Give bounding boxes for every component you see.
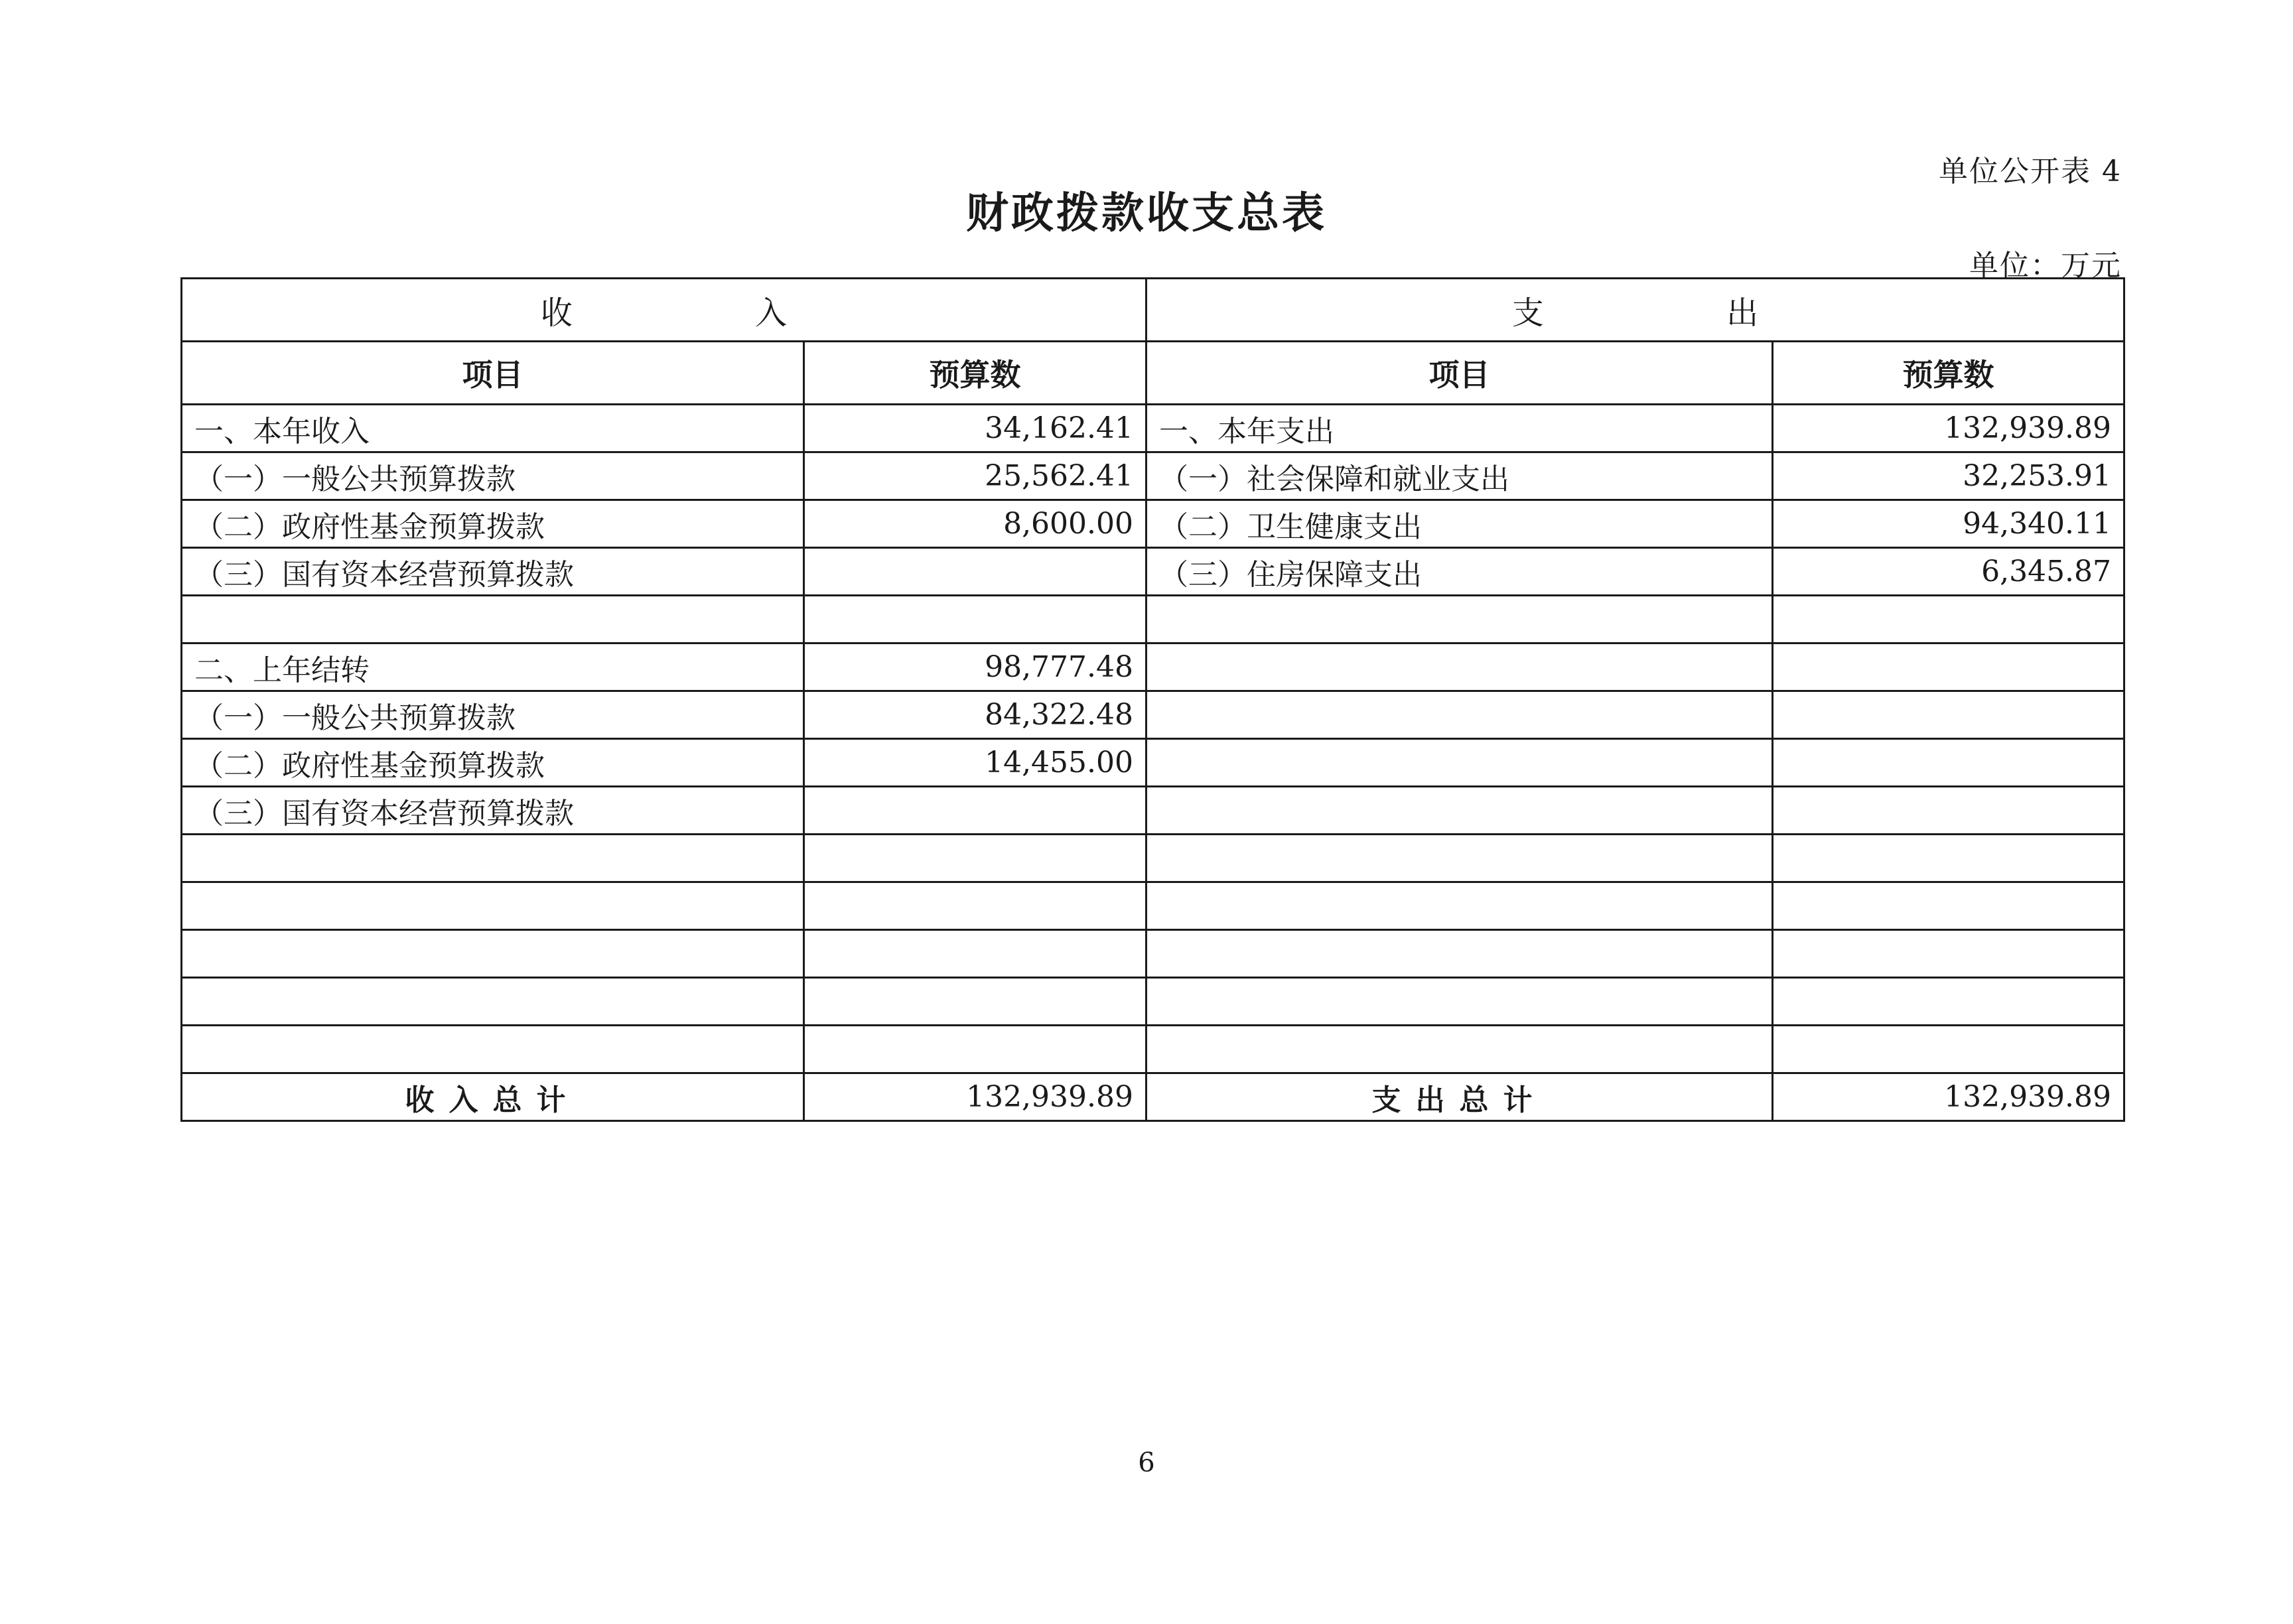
income-item-cell: （一）一般公共预算拨款: [182, 452, 804, 500]
table-row: [182, 452, 2124, 500]
income-item-cell: [182, 882, 804, 930]
expense-item-header: 项目: [1146, 342, 1773, 405]
expense-section-header: 支 出: [1146, 279, 2124, 342]
income-value-cell: [804, 930, 1146, 978]
table-row: [182, 596, 2124, 643]
income-value-cell: [804, 978, 1146, 1026]
expense-item-cell: （一）社会保障和就业支出: [1146, 452, 1773, 500]
section-header-row: [182, 279, 2124, 342]
expense-item-cell: [1146, 643, 1773, 691]
table-row: [182, 930, 2124, 978]
income-section-header: 收 入: [182, 279, 1146, 342]
table-row: [182, 1026, 2124, 1073]
expense-value-cell: [1773, 787, 2124, 835]
expense-item-cell: [1146, 978, 1773, 1026]
income-value-cell: [804, 1026, 1146, 1073]
expense-item-cell: [1146, 1026, 1773, 1073]
income-item-cell: [182, 1026, 804, 1073]
income-item-cell: [182, 978, 804, 1026]
income-value-cell: 34,162.41: [804, 405, 1146, 452]
expense-total-value: 132,939.89: [1773, 1073, 2124, 1121]
unit-label: 单位：万元: [1969, 249, 2122, 283]
income-value-cell: 14,455.00: [804, 739, 1146, 787]
income-item-cell: （三）国有资本经营预算拨款: [182, 548, 804, 596]
table-row: [182, 405, 2124, 452]
expense-value-cell: [1773, 930, 2124, 978]
income-item-cell: 二、上年结转: [182, 643, 804, 691]
expense-item-cell: [1146, 691, 1773, 739]
income-value-cell: 25,562.41: [804, 452, 1146, 500]
expense-item-cell: [1146, 930, 1773, 978]
table-row: [182, 500, 2124, 548]
table-row: [182, 835, 2124, 882]
expense-value-cell: [1773, 978, 2124, 1026]
income-budget-header: 预算数: [804, 342, 1146, 405]
page-number: 6: [1138, 1448, 1155, 1478]
income-value-cell: [804, 787, 1146, 835]
table-row: [182, 882, 2124, 930]
expense-value-cell: [1773, 691, 2124, 739]
income-value-cell: [804, 882, 1146, 930]
expense-item-cell: [1146, 787, 1773, 835]
table-row: [182, 691, 2124, 739]
income-item-cell: （二）政府性基金预算拨款: [182, 739, 804, 787]
income-item-cell: （三）国有资本经营预算拨款: [182, 787, 804, 835]
income-value-cell: 8,600.00: [804, 500, 1146, 548]
expense-value-cell: [1773, 596, 2124, 643]
expense-value-cell: 32,253.91: [1773, 452, 2124, 500]
income-value-cell: [804, 835, 1146, 882]
income-value-cell: 98,777.48: [804, 643, 1146, 691]
income-total-value: 132,939.89: [804, 1073, 1146, 1121]
income-item-cell: 一、本年收入: [182, 405, 804, 452]
income-item-cell: [182, 835, 804, 882]
income-item-cell: [182, 596, 804, 643]
income-item-cell: [182, 930, 804, 978]
expense-value-cell: [1773, 739, 2124, 787]
table-row: [182, 548, 2124, 596]
table-body: [182, 405, 2124, 1073]
expense-value-cell: [1773, 643, 2124, 691]
expense-item-cell: [1146, 882, 1773, 930]
table-row: [182, 643, 2124, 691]
expense-item-cell: [1146, 596, 1773, 643]
page-label: 单位公开表 4: [1939, 155, 2122, 188]
expense-item-cell: [1146, 835, 1773, 882]
expense-value-cell: [1773, 1026, 2124, 1073]
column-header-row: [182, 342, 2124, 405]
expense-total-label: 支出总计: [1146, 1073, 1773, 1121]
fiscal-appropriation-table: [180, 277, 2125, 1122]
table-row: [182, 978, 2124, 1026]
expense-item-cell: [1146, 739, 1773, 787]
income-item-cell: （一）一般公共预算拨款: [182, 691, 804, 739]
income-value-cell: [804, 596, 1146, 643]
expense-budget-header: 预算数: [1773, 342, 2124, 405]
table-row: [182, 739, 2124, 787]
expense-value-cell: [1773, 882, 2124, 930]
expense-value-cell: [1773, 835, 2124, 882]
table-row: [182, 787, 2124, 835]
income-total-label: 收入总计: [182, 1073, 804, 1121]
expense-item-cell: 一、本年支出: [1146, 405, 1773, 452]
income-value-cell: [804, 548, 1146, 596]
income-item-header: 项目: [182, 342, 804, 405]
expense-value-cell: 94,340.11: [1773, 500, 2124, 548]
totals-row: [182, 1073, 2124, 1121]
page-title: 财政拨款收支总表: [966, 188, 1327, 238]
income-item-cell: （二）政府性基金预算拨款: [182, 500, 804, 548]
expense-item-cell: （三）住房保障支出: [1146, 548, 1773, 596]
expense-item-cell: （二）卫生健康支出: [1146, 500, 1773, 548]
income-value-cell: 84,322.48: [804, 691, 1146, 739]
expense-value-cell: 132,939.89: [1773, 405, 2124, 452]
expense-value-cell: 6,345.87: [1773, 548, 2124, 596]
